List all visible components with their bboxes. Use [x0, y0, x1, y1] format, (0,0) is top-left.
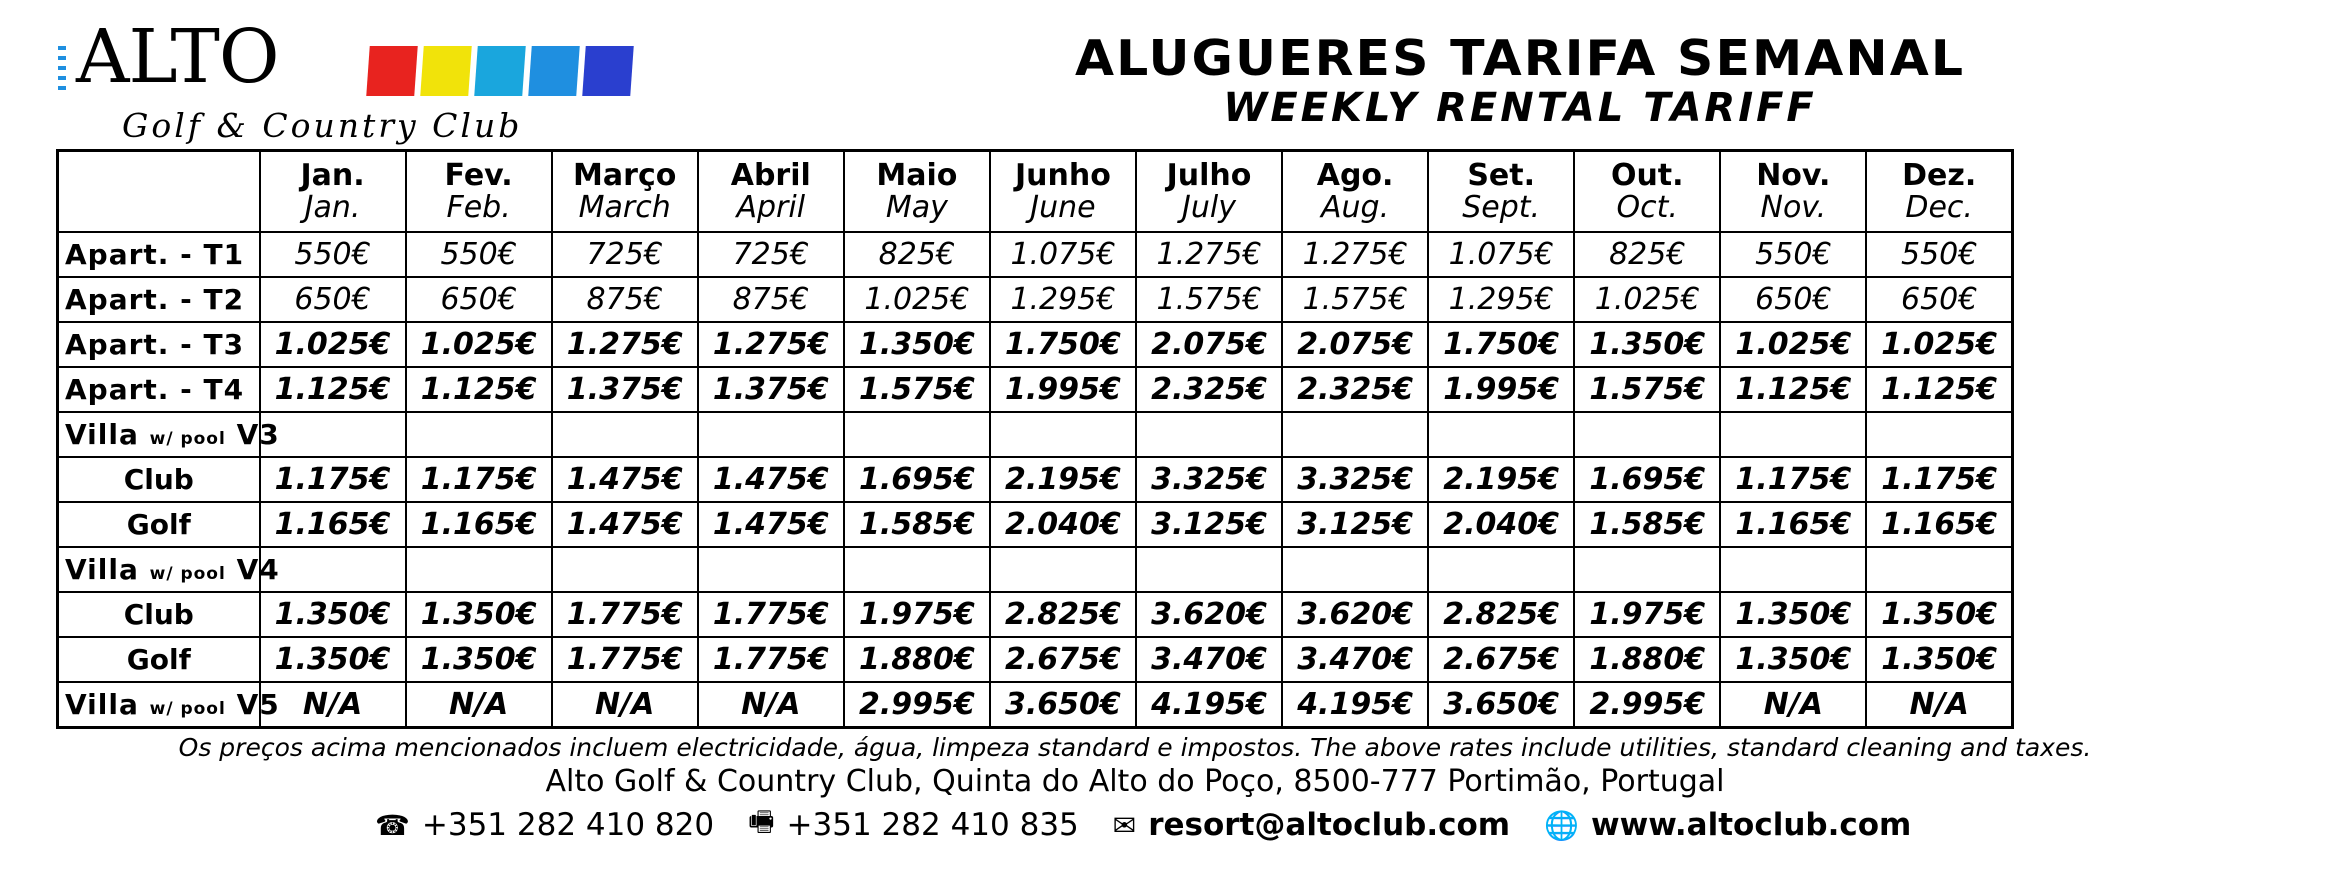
price-cell: 1.165€ [1720, 502, 1866, 547]
month-name-en: July [1182, 189, 1236, 225]
price-cell: 1.075€ [990, 232, 1136, 277]
price-cell: 1.295€ [1428, 277, 1574, 322]
row-label: Apart. - T1 [58, 232, 260, 277]
tariff-row [58, 367, 2013, 412]
price-cell: 3.650€ [1428, 682, 1574, 728]
price-cell: 1.350€ [1574, 322, 1720, 367]
price-cell: 1.025€ [844, 277, 990, 322]
row-label: Club [58, 592, 260, 637]
price-cell: 875€ [698, 277, 844, 322]
villa-code: V4 [236, 553, 280, 586]
price-cell [1720, 412, 1866, 457]
phone-number: +351 282 410 820 [421, 807, 715, 843]
price-cell [1574, 412, 1720, 457]
price-cell: 1.125€ [406, 367, 552, 412]
month-header [1136, 151, 1282, 233]
logo-square [366, 46, 417, 96]
price-cell: 1.575€ [1282, 277, 1428, 322]
price-cell: 825€ [1574, 232, 1720, 277]
price-cell: 1.750€ [990, 322, 1136, 367]
row-label [58, 547, 280, 592]
price-cell: 3.125€ [1282, 502, 1428, 547]
price-cell [1428, 412, 1574, 457]
month-header [990, 151, 1136, 233]
price-cell: 725€ [552, 232, 698, 277]
price-cell: 1.880€ [1574, 637, 1720, 682]
logo-square [474, 46, 525, 96]
price-cell: 2.995€ [844, 682, 990, 728]
row-label: Golf [58, 637, 260, 682]
price-cell: 1.175€ [260, 457, 406, 502]
price-cell: N/A [1866, 682, 2012, 728]
month-name-pt: Ago. [1316, 157, 1394, 193]
logo-stripes [58, 46, 68, 90]
price-cell: 3.620€ [1282, 592, 1428, 637]
price-cell: N/A [1720, 682, 1866, 728]
price-cell: N/A [406, 682, 552, 728]
price-cell: 1.350€ [260, 592, 406, 637]
price-cell: 1.025€ [1866, 322, 2012, 367]
price-cell: 1.475€ [698, 457, 844, 502]
price-cell: 3.325€ [1282, 457, 1428, 502]
email-link[interactable]: resort@altoclub.com [1148, 807, 1511, 843]
price-cell [260, 547, 406, 592]
villa-pool-note: w/ pool [149, 429, 226, 449]
price-cell [260, 412, 406, 457]
price-cell: 2.825€ [990, 592, 1136, 637]
month-name-en: Oct. [1616, 189, 1678, 225]
price-cell: 1.575€ [1574, 367, 1720, 412]
tariff-row [58, 457, 2013, 502]
villa-row [58, 547, 2013, 592]
villa-pool-note: w/ pool [149, 564, 226, 584]
contact-line [375, 801, 1945, 849]
villa-label: Villa [65, 418, 139, 451]
price-cell: 3.620€ [1136, 592, 1282, 637]
price-cell: 3.470€ [1282, 637, 1428, 682]
month-name-en: Feb. [446, 189, 511, 225]
title-portuguese: ALUGUERES TARIFA SEMANAL [1074, 30, 1966, 87]
month-name-en: Aug. [1321, 189, 1390, 225]
rates-note: Os preços acima mencionados incluem electricidade, água, limpeza standard e impostos. The above rates include utilities, standard cleaning and taxes. [178, 733, 2092, 762]
month-header [1282, 151, 1428, 233]
price-cell: 1.975€ [1574, 592, 1720, 637]
price-cell [1136, 412, 1282, 457]
price-cell: 650€ [1866, 277, 2012, 322]
tariff-table [56, 149, 2014, 729]
month-header [1428, 151, 1574, 233]
website-contact [1544, 807, 1911, 843]
price-cell: 2.040€ [1428, 502, 1574, 547]
month-name-en: Dec. [1905, 189, 1973, 225]
month-header [698, 151, 844, 233]
row-label: Apart. - T3 [58, 322, 260, 367]
price-cell [552, 547, 698, 592]
price-cell: N/A [260, 682, 406, 728]
month-name-en: April [736, 189, 806, 225]
price-cell: 2.325€ [1136, 367, 1282, 412]
price-cell: 1.375€ [698, 367, 844, 412]
fax-number: +351 282 410 835 [786, 807, 1079, 843]
price-cell [1866, 547, 2012, 592]
price-cell: 1.350€ [844, 322, 990, 367]
month-header [844, 151, 990, 233]
price-cell: 2.995€ [1574, 682, 1720, 728]
price-cell: 1.165€ [406, 502, 552, 547]
price-cell: 4.195€ [1136, 682, 1282, 728]
month-name-pt: Dez. [1902, 157, 1977, 193]
price-cell: 1.075€ [1428, 232, 1574, 277]
price-cell: 2.675€ [1428, 637, 1574, 682]
price-cell: 1.025€ [260, 322, 406, 367]
month-name-en: Sept. [1462, 189, 1541, 225]
tariff-row [58, 637, 2013, 682]
price-cell: 1.175€ [406, 457, 552, 502]
villa-row [58, 682, 2013, 728]
price-cell: 725€ [698, 232, 844, 277]
price-cell: 1.175€ [1866, 457, 2012, 502]
price-cell: 2.825€ [1428, 592, 1574, 637]
month-name-pt: Out. [1610, 157, 1684, 193]
price-cell: 1.750€ [1428, 322, 1574, 367]
price-cell: 1.125€ [1866, 367, 2012, 412]
price-cell: 1.295€ [990, 277, 1136, 322]
price-cell [1720, 547, 1866, 592]
price-cell: 1.350€ [260, 637, 406, 682]
price-cell: 825€ [844, 232, 990, 277]
month-name-pt: Abril [730, 157, 811, 193]
title-english: WEEKLY RENTAL TARIFF [1223, 85, 1817, 131]
price-cell: 1.775€ [552, 592, 698, 637]
globe-icon: 🌐 [1544, 808, 1579, 842]
price-cell: 1.175€ [1720, 457, 1866, 502]
month-name-en: June [1030, 189, 1096, 225]
phone-icon: ☎ [375, 808, 410, 842]
price-cell: 1.695€ [1574, 457, 1720, 502]
price-cell: 2.075€ [1282, 322, 1428, 367]
price-cell: 1.350€ [1720, 592, 1866, 637]
price-cell: 1.975€ [844, 592, 990, 637]
corner-cell [58, 151, 260, 233]
price-cell: 1.350€ [1866, 637, 2012, 682]
fax-contact [748, 801, 1079, 849]
price-cell: 1.275€ [1282, 232, 1428, 277]
month-name-pt: Março [573, 157, 677, 193]
price-cell: 1.350€ [1720, 637, 1866, 682]
price-cell: 1.025€ [1574, 277, 1720, 322]
logo-square [582, 46, 633, 96]
price-cell: 3.325€ [1136, 457, 1282, 502]
price-cell [1428, 547, 1574, 592]
price-cell: 4.195€ [1282, 682, 1428, 728]
price-cell: 1.475€ [552, 457, 698, 502]
month-header [1720, 151, 1866, 233]
price-cell: 2.040€ [990, 502, 1136, 547]
price-cell [844, 412, 990, 457]
price-cell [990, 412, 1136, 457]
price-cell [844, 547, 990, 592]
month-name-pt: Maio [876, 157, 958, 193]
price-cell: 2.075€ [1136, 322, 1282, 367]
email-contact [1113, 807, 1510, 843]
email-icon: ✉ [1112, 808, 1137, 842]
fax-icon: 🖷 [748, 805, 775, 838]
price-cell: 1.585€ [844, 502, 990, 547]
month-name-pt: Julho [1166, 157, 1252, 193]
month-header [1574, 151, 1720, 233]
price-cell: N/A [698, 682, 844, 728]
logo-subtitle: Golf & Country Club [122, 106, 523, 145]
price-cell [1282, 547, 1428, 592]
price-cell: 650€ [406, 277, 552, 322]
price-cell: 2.675€ [990, 637, 1136, 682]
price-cell: 550€ [1720, 232, 1866, 277]
price-cell: 1.275€ [698, 322, 844, 367]
price-cell [1866, 412, 2012, 457]
price-cell: 1.350€ [406, 637, 552, 682]
price-cell: 650€ [260, 277, 406, 322]
price-cell: N/A [552, 682, 698, 728]
price-cell [552, 412, 698, 457]
price-cell: 1.575€ [1136, 277, 1282, 322]
tariff-row [58, 592, 2013, 637]
price-cell [698, 412, 844, 457]
month-name-en: Jan. [304, 189, 361, 225]
price-cell: 3.650€ [990, 682, 1136, 728]
month-name-en: Nov. [1760, 189, 1827, 225]
price-cell: 1.025€ [1720, 322, 1866, 367]
villa-label: Villa [65, 553, 139, 586]
price-cell [698, 547, 844, 592]
row-label: Apart. - T2 [58, 277, 260, 322]
villa-code: V3 [236, 418, 280, 451]
price-cell: 875€ [552, 277, 698, 322]
price-cell: 1.775€ [698, 637, 844, 682]
price-cell: 1.350€ [1866, 592, 2012, 637]
price-cell: 1.995€ [1428, 367, 1574, 412]
row-label: Club [58, 457, 260, 502]
price-cell [990, 547, 1136, 592]
logo-color-squares [368, 46, 632, 96]
month-header [260, 151, 406, 233]
row-label [58, 412, 280, 457]
logo-square [420, 46, 471, 96]
price-cell: 3.125€ [1136, 502, 1282, 547]
price-cell: 1.125€ [260, 367, 406, 412]
tariff-row [58, 277, 2013, 322]
price-cell: 1.025€ [406, 322, 552, 367]
price-cell [1574, 547, 1720, 592]
price-cell: 1.165€ [1866, 502, 2012, 547]
price-cell: 1.475€ [552, 502, 698, 547]
logo-square [528, 46, 579, 96]
price-cell: 1.275€ [552, 322, 698, 367]
villa-code: V5 [236, 688, 280, 721]
price-cell [406, 547, 552, 592]
row-label [58, 682, 280, 728]
price-cell: 2.195€ [990, 457, 1136, 502]
price-cell: 1.880€ [844, 637, 990, 682]
month-name-pt: Nov. [1756, 157, 1831, 193]
price-cell: 1.775€ [698, 592, 844, 637]
price-cell [1282, 412, 1428, 457]
month-header-row [58, 151, 2013, 233]
month-name-pt: Fev. [444, 157, 513, 193]
tariff-row [58, 502, 2013, 547]
villa-row [58, 412, 2013, 457]
row-label: Golf [58, 502, 260, 547]
price-cell: 1.475€ [698, 502, 844, 547]
price-cell: 1.995€ [990, 367, 1136, 412]
month-name-en: May [885, 189, 948, 225]
month-name-pt: Junho [1015, 157, 1111, 193]
price-cell: 550€ [1866, 232, 2012, 277]
price-cell: 1.695€ [844, 457, 990, 502]
price-cell: 550€ [260, 232, 406, 277]
villa-pool-note: w/ pool [149, 699, 226, 719]
price-cell: 1.375€ [552, 367, 698, 412]
logo-word: ALTO [76, 14, 279, 100]
price-cell: 650€ [1720, 277, 1866, 322]
villa-label: Villa [65, 688, 139, 721]
price-cell: 3.470€ [1136, 637, 1282, 682]
price-cell [1136, 547, 1282, 592]
price-cell [406, 412, 552, 457]
month-header [1866, 151, 2012, 233]
tariff-row [58, 322, 2013, 367]
phone-contact [375, 807, 714, 843]
club-address: Alto Golf & Country Club, Quinta do Alto do Poço, 8500-777 Portimão, Portugal [545, 764, 1725, 799]
price-cell: 1.350€ [406, 592, 552, 637]
price-cell: 1.775€ [552, 637, 698, 682]
price-cell: 1.585€ [1574, 502, 1720, 547]
month-name-en: March [578, 189, 671, 225]
price-cell: 1.575€ [844, 367, 990, 412]
price-cell: 1.165€ [260, 502, 406, 547]
logo [58, 14, 698, 145]
month-name-pt: Jan. [300, 157, 365, 193]
price-cell: 2.325€ [1282, 367, 1428, 412]
month-header [406, 151, 552, 233]
price-cell: 1.275€ [1136, 232, 1282, 277]
website-link[interactable]: www.altoclub.com [1590, 807, 1912, 843]
tariff-row [58, 232, 2013, 277]
month-name-pt: Set. [1467, 157, 1536, 193]
row-label: Apart. - T4 [58, 367, 260, 412]
price-cell: 2.195€ [1428, 457, 1574, 502]
price-cell: 550€ [406, 232, 552, 277]
month-header [552, 151, 698, 233]
price-cell: 1.125€ [1720, 367, 1866, 412]
